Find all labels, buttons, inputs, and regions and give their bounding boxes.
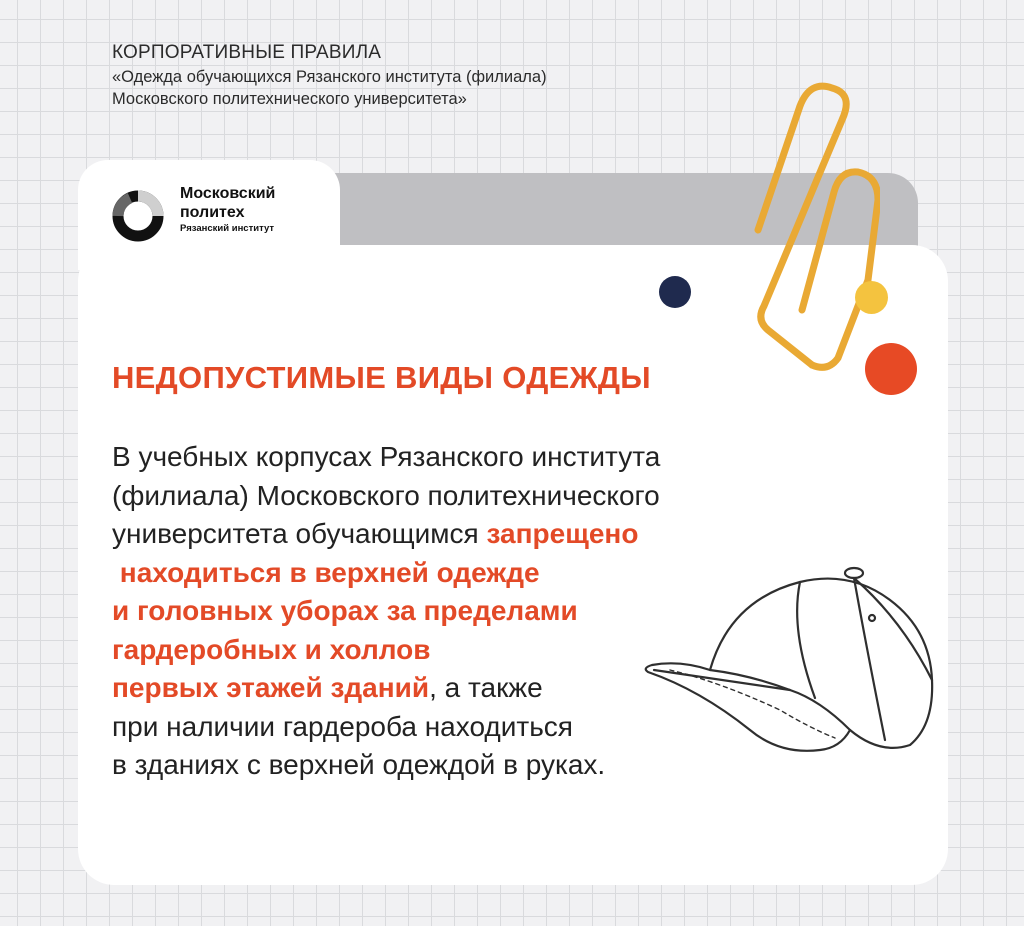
body-text-highlight: первых этажей зданий [112, 672, 430, 703]
body-line: в зданиях с верхней одеждой в руках. [112, 749, 606, 780]
logo-line1: Московский [180, 185, 276, 202]
body-line [112, 515, 812, 554]
body-line: при наличии гардероба находиться [112, 710, 573, 742]
yellow-dot [855, 281, 888, 314]
cap-icon [640, 560, 940, 760]
page-heading: НЕДОПУСТИМЫЕ ВИДЫ ОДЕЖДЫ [112, 360, 651, 395]
body-text-plain: , а также [429, 672, 543, 703]
logo-line3: Рязанский институт [180, 223, 275, 234]
logo-icon [110, 188, 166, 244]
body-text-plain: университета обучающимся [112, 518, 487, 549]
body-text-highlight: запрещено [486, 518, 639, 549]
body-line: В учебных корпусах Рязанского института [112, 441, 661, 472]
body-line: (филиала) Московского политехнического [112, 479, 660, 511]
header-title: КОРПОРАТИВНЫЕ ПРАВИЛА [112, 42, 382, 63]
red-dot [865, 343, 917, 395]
header-subtitle-line1: «Одежда обучающихся Рязанского института (филиала) [112, 68, 547, 86]
logo-line2: политех [180, 204, 245, 221]
header-subtitle-line2: Московского политехнического университета» [112, 90, 467, 108]
header [112, 40, 547, 110]
body-line-highlight: находиться в верхней одежде [112, 556, 540, 588]
navy-dot [659, 276, 691, 308]
logo-text [180, 184, 275, 234]
body-line-highlight: и головных уборах за пределами [112, 595, 578, 626]
body-line-highlight: гардеробных и холлов [112, 633, 431, 665]
paperclip-icon [750, 80, 880, 380]
